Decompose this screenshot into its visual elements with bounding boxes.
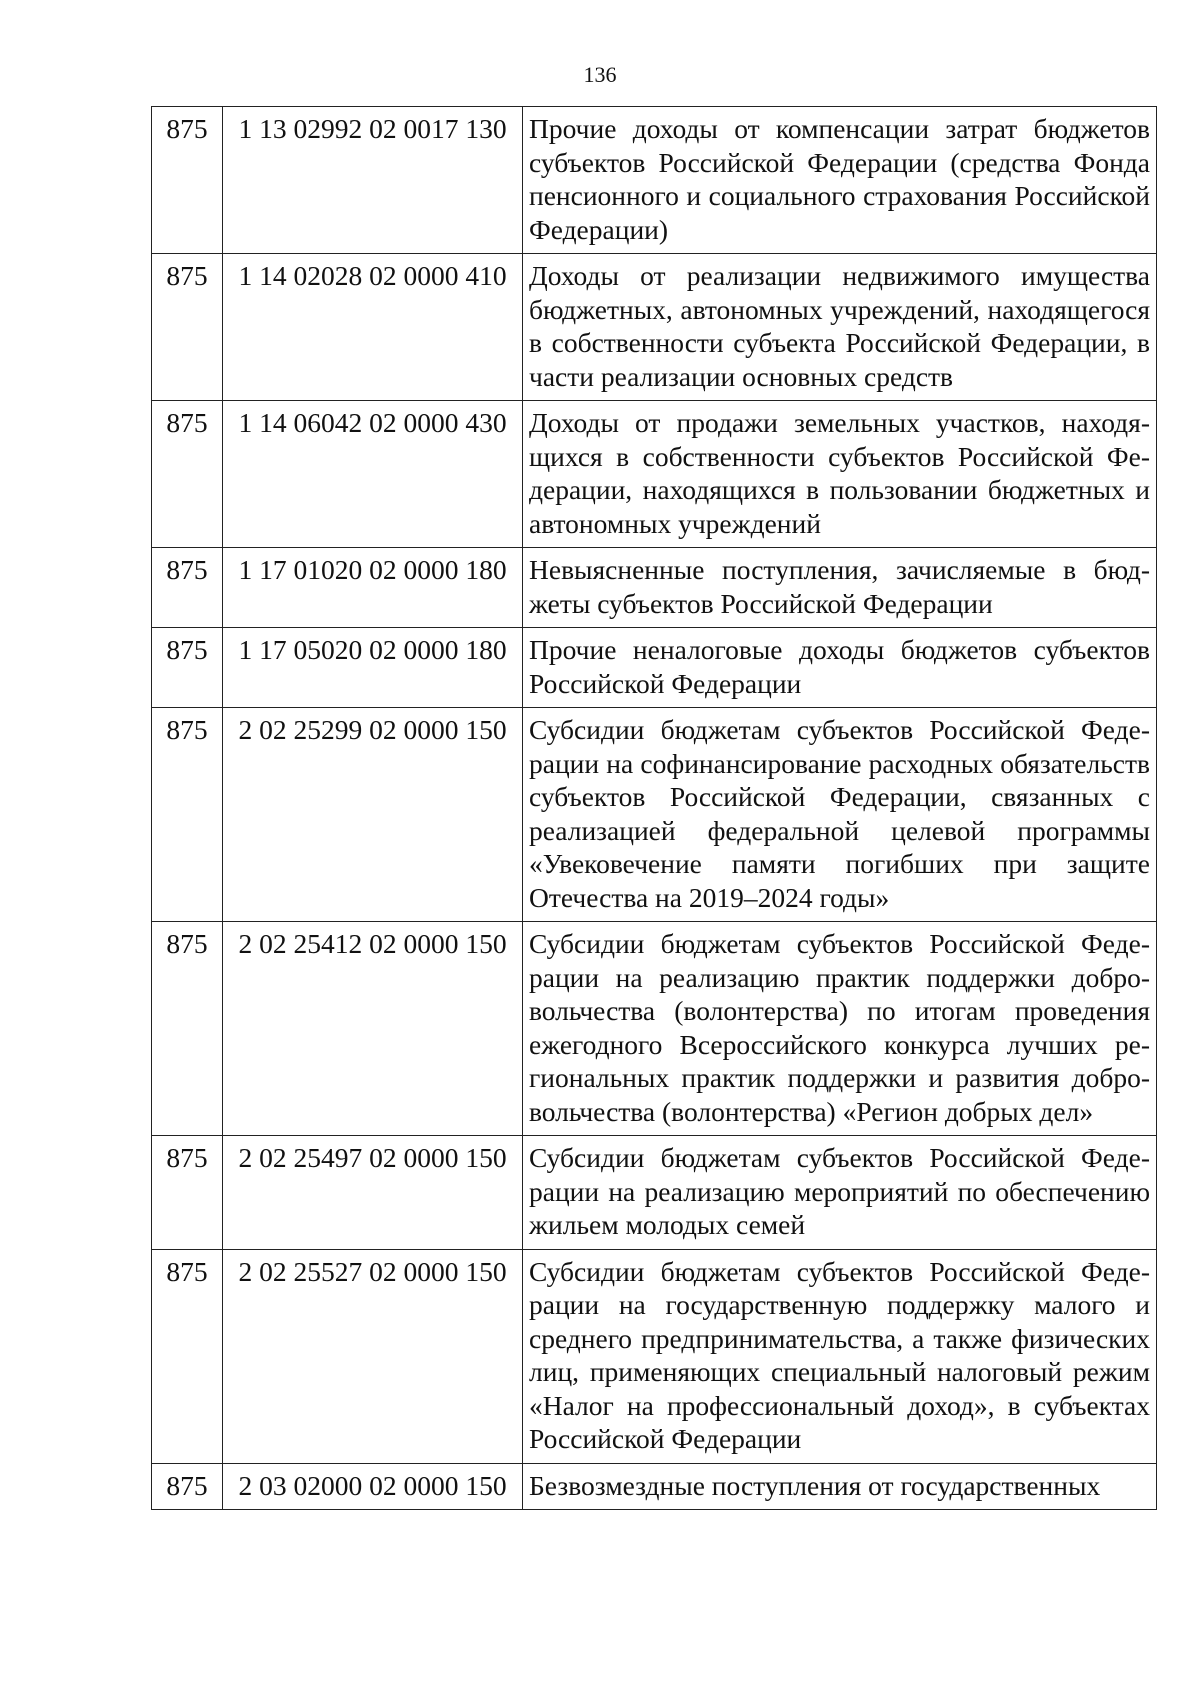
budget-code-cell: 2 02 25497 02 0000 150 [223,1136,523,1250]
description-cell: Невыясненные поступления, зачисляемые в бюджеты субъектов Российской Федерации [523,548,1157,628]
table-row [152,922,1157,1136]
admin-code-cell: 875 [152,401,223,548]
description-cell: Прочие неналоговые доходы бюджетов субъектов Российской Федерации [523,628,1157,708]
description-cell: Субсидии бюджетам субъектов Российской Федерации на реализацию мероприятий по обеспечению жильем молодых семей [523,1136,1157,1250]
table-row [152,107,1157,254]
admin-code-cell: 875 [152,628,223,708]
budget-code-cell: 2 02 25527 02 0000 150 [223,1249,523,1463]
budget-code-cell: 2 02 25412 02 0000 150 [223,922,523,1136]
description-cell: Субсидии бюджетам субъектов Российской Федерации на реализацию практик поддержки добровольчества (волонтерства) по итогам проведения ежегодного Всероссийского конкурса лучших региональных практик поддержки и развития добровольчества (волонтерства) «Регион добрых дел» [523,922,1157,1136]
admin-code-cell: 875 [152,107,223,254]
table-row [152,401,1157,548]
admin-code-cell: 875 [152,254,223,401]
description-cell: Доходы от реализации недвижимого имущества бюджетных, автономных учреждений, находящегося в собственности субъекта Российской Федерации, в части реализации основных средств [523,254,1157,401]
table-row [152,1463,1157,1510]
table-row [152,708,1157,922]
budget-code-cell: 2 02 25299 02 0000 150 [223,708,523,922]
page-number: 136 [583,62,617,87]
table-row [152,1136,1157,1250]
description-cell: Доходы от продажи земельных участков, находящихся в собственности субъектов Российской Федерации, находящихся в пользовании бюджетных и автономных учреждений [523,401,1157,548]
description-cell: Субсидии бюджетам субъектов Российской Федерации на государственную поддержку малого и среднего предпринимательства, а также физических лиц, применяющих специальный налоговый режим «Налог на профессиональный доход», в субъектах Российской Федерации [523,1249,1157,1463]
table-row [152,254,1157,401]
budget-code-cell: 1 13 02992 02 0017 130 [223,107,523,254]
description-cell: Субсидии бюджетам субъектов Российской Федерации на софинансирование расходных обязательств субъектов Российской Федерации, связанных с реализацией федеральной целевой программы «Увековечение памяти погибших при защите Отечества на 2019–2024 годы» [523,708,1157,922]
income-codes-table [151,106,1157,1510]
budget-code-cell: 2 03 02000 02 0000 150 [223,1463,523,1510]
table-row [152,628,1157,708]
admin-code-cell: 875 [152,708,223,922]
admin-code-cell: 875 [152,1136,223,1250]
admin-code-cell: 875 [152,922,223,1136]
admin-code-cell: 875 [152,1463,223,1510]
description-cell: Безвозмездные поступления от государственных [523,1463,1157,1510]
admin-code-cell: 875 [152,1249,223,1463]
budget-code-cell: 1 14 02028 02 0000 410 [223,254,523,401]
budget-code-cell: 1 14 06042 02 0000 430 [223,401,523,548]
budget-code-cell: 1 17 01020 02 0000 180 [223,548,523,628]
admin-code-cell: 875 [152,548,223,628]
table-row [152,548,1157,628]
description-cell: Прочие доходы от компенсации затрат бюджетов субъектов Российской Федерации (средства Фонда пенсионного и социального страхования Российской Федерации) [523,107,1157,254]
table-row [152,1249,1157,1463]
budget-code-cell: 1 17 05020 02 0000 180 [223,628,523,708]
